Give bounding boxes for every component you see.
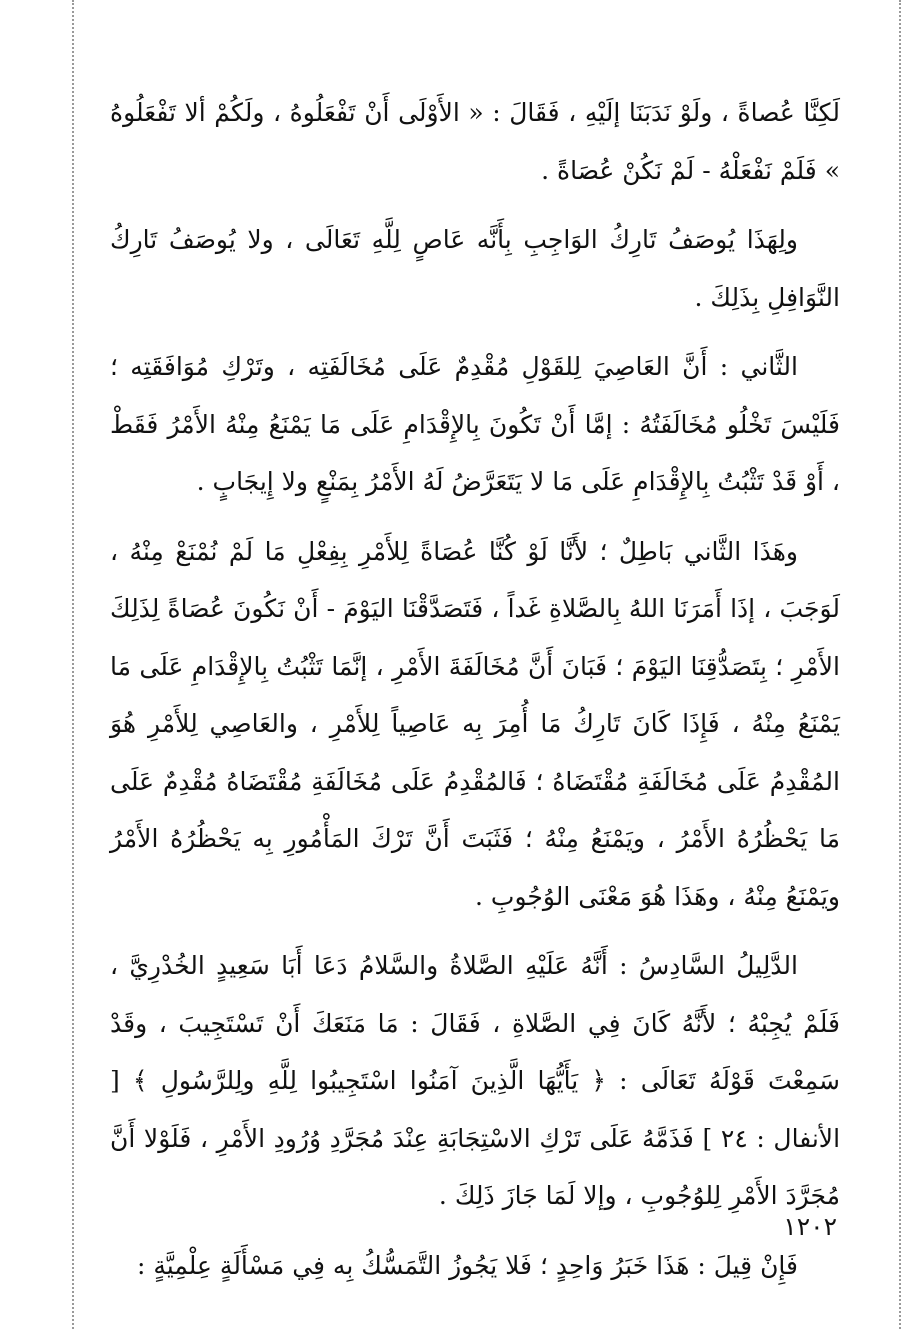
paragraph-5: الدَّلِيلُ السَّادِسُ : أَنَّهُ عَلَيْهِ الصَّلاةُ والسَّلامُ دَعَا أَبَا سَعِيدٍ الخُدْرِيَّ ، فَلَمْ يُجِبْهُ ؛ لأَنَّهُ كَانَ فِي الصَّلاةِ ، فَقَالَ : مَا مَنَعَكَ أَنْ تَسْتَجِيبَ ، وقَدْ سَمِعْتَ قَوْلَهُ تَعَالَى : ﴿ يَأَيُّهَا الَّذِينَ آمَنُوا اسْتَجِيبُوا لِلَّهِ ولِلرَّسُولِ ﴾ [ الأنفال : ٢٤ ] فَذَمَّهُ عَلَى تَرْكِ الاسْتِجَابَةِ عِنْدَ مُجَرَّدِ وُرُودِ الأَمْرِ ، فَلَوْلا أَنَّ مُجَرَّدَ الأَمْرِ لِلوُجُوبِ ، وإلا لَمَا جَازَ ذَلِكَ . [110, 951, 841, 1210]
paragraph-6: فَإِنْ قِيلَ : هَذَا خَبَرُ وَاحِدٍ ؛ فَلا يَجُوزُ التَّمَسُّكُ بِه فِي مَسْأَلَةٍ عِلْمِيَّةٍ : [137, 1250, 798, 1280]
scan-dotted-border-left [72, 0, 74, 1329]
page-number: ١٢٠٢ [783, 1212, 837, 1241]
scan-dotted-border-right [899, 0, 901, 1329]
paragraph-2: ولِهَذَا يُوصَفُ تَارِكُ الوَاجِبِ بِأَنَّه عَاصٍ لِلَّهِ تَعَالَى ، ولا يُوصَفُ تَارِكُ النَّوَافِلِ بِذَلِكَ . [110, 225, 840, 312]
paragraph-3: الثَّاني : أَنَّ العَاصِيَ لِلقَوْلِ مُقْدِمٌ عَلَى مُخَالَفَتِه ، وتَرْكِ مُوَافَقَتِه ؛ فَلَيْسَ تَخْلُو مُخَالَفَتُهُ : إمَّا أَنْ تَكُونَ بِالإِقْدَامِ عَلَى مَا يَمْنَعُ مِنْهُ الأَمْرُ فَقَطْ ، أَوْ قَدْ تَثْبُتُ بِالإِقْدَامِ عَلَى مَا لا يَتَعَرَّضُ لَهُ الأَمْرُ بِمَنْعٍ ولا إِيجَابٍ . [110, 352, 840, 496]
paragraph-1: لَكِنَّا عُصاةً ، ولَوْ نَدَبَنَا إلَيْهِ ، فَقَالَ : « الأَوْلَى أَنْ تَفْعَلُوهُ ، ولَكُمْ ألا تَفْعَلُوهُ » فَلَمْ نَفْعَلْهُ - لَمْ نَكُنْ عُصَاةً . [110, 98, 840, 185]
page-body-text [110, 84, 840, 1306]
paragraph-4: وهَذَا الثَّاني بَاطِلٌ ؛ لأَنَّا لَوْ كُنَّا عُصَاةً لِلأَمْرِ بِفِعْلِ مَا لَمْ نُمْنَعْ مِنْهُ ، لَوَجَبَ ، إذَا أَمَرَنَا اللهُ بِالصَّلاةِ غَداً ، فَتَصَدَّقْنَا اليَوْمَ - أَنْ نَكُونَ عُصَاةً لِذَلِكَ الأَمْرِ ؛ بِتَصَدُّقِنَا اليَوْمَ ؛ فَبَانَ أَنَّ مُخَالَفَةَ الأَمْرِ ، إنَّمَا تَثْبُتُ بِالإِقْدَامِ عَلَى مَا يَمْنَعُ مِنْهُ ، فَإِذَا كَانَ تَارِكُ مَا أُمِرَ بِه عَاصِياً لِلأَمْرِ ، والعَاصِي لِلأَمْرِ هُوَ المُقْدِمُ عَلَى مُخَالَفَةِ مُقْتَضَاهُ ؛ فَالمُقْدِمُ عَلَى مُخَالَفَةِ مُقْتَضَاهُ مُقْدِمٌ عَلَى مَا يَحْظُرُهُ الأَمْرُ ، ويَمْنَعُ مِنْهُ ؛ فَثَبَتَ أَنَّ تَرْكَ المَأْمُورِ بِه يَحْظُرُهُ الأَمْرُ ويَمْنَعُ مِنْهُ ، وهَذَا هُوَ مَعْنَى الوُجُوبِ . [110, 536, 840, 911]
